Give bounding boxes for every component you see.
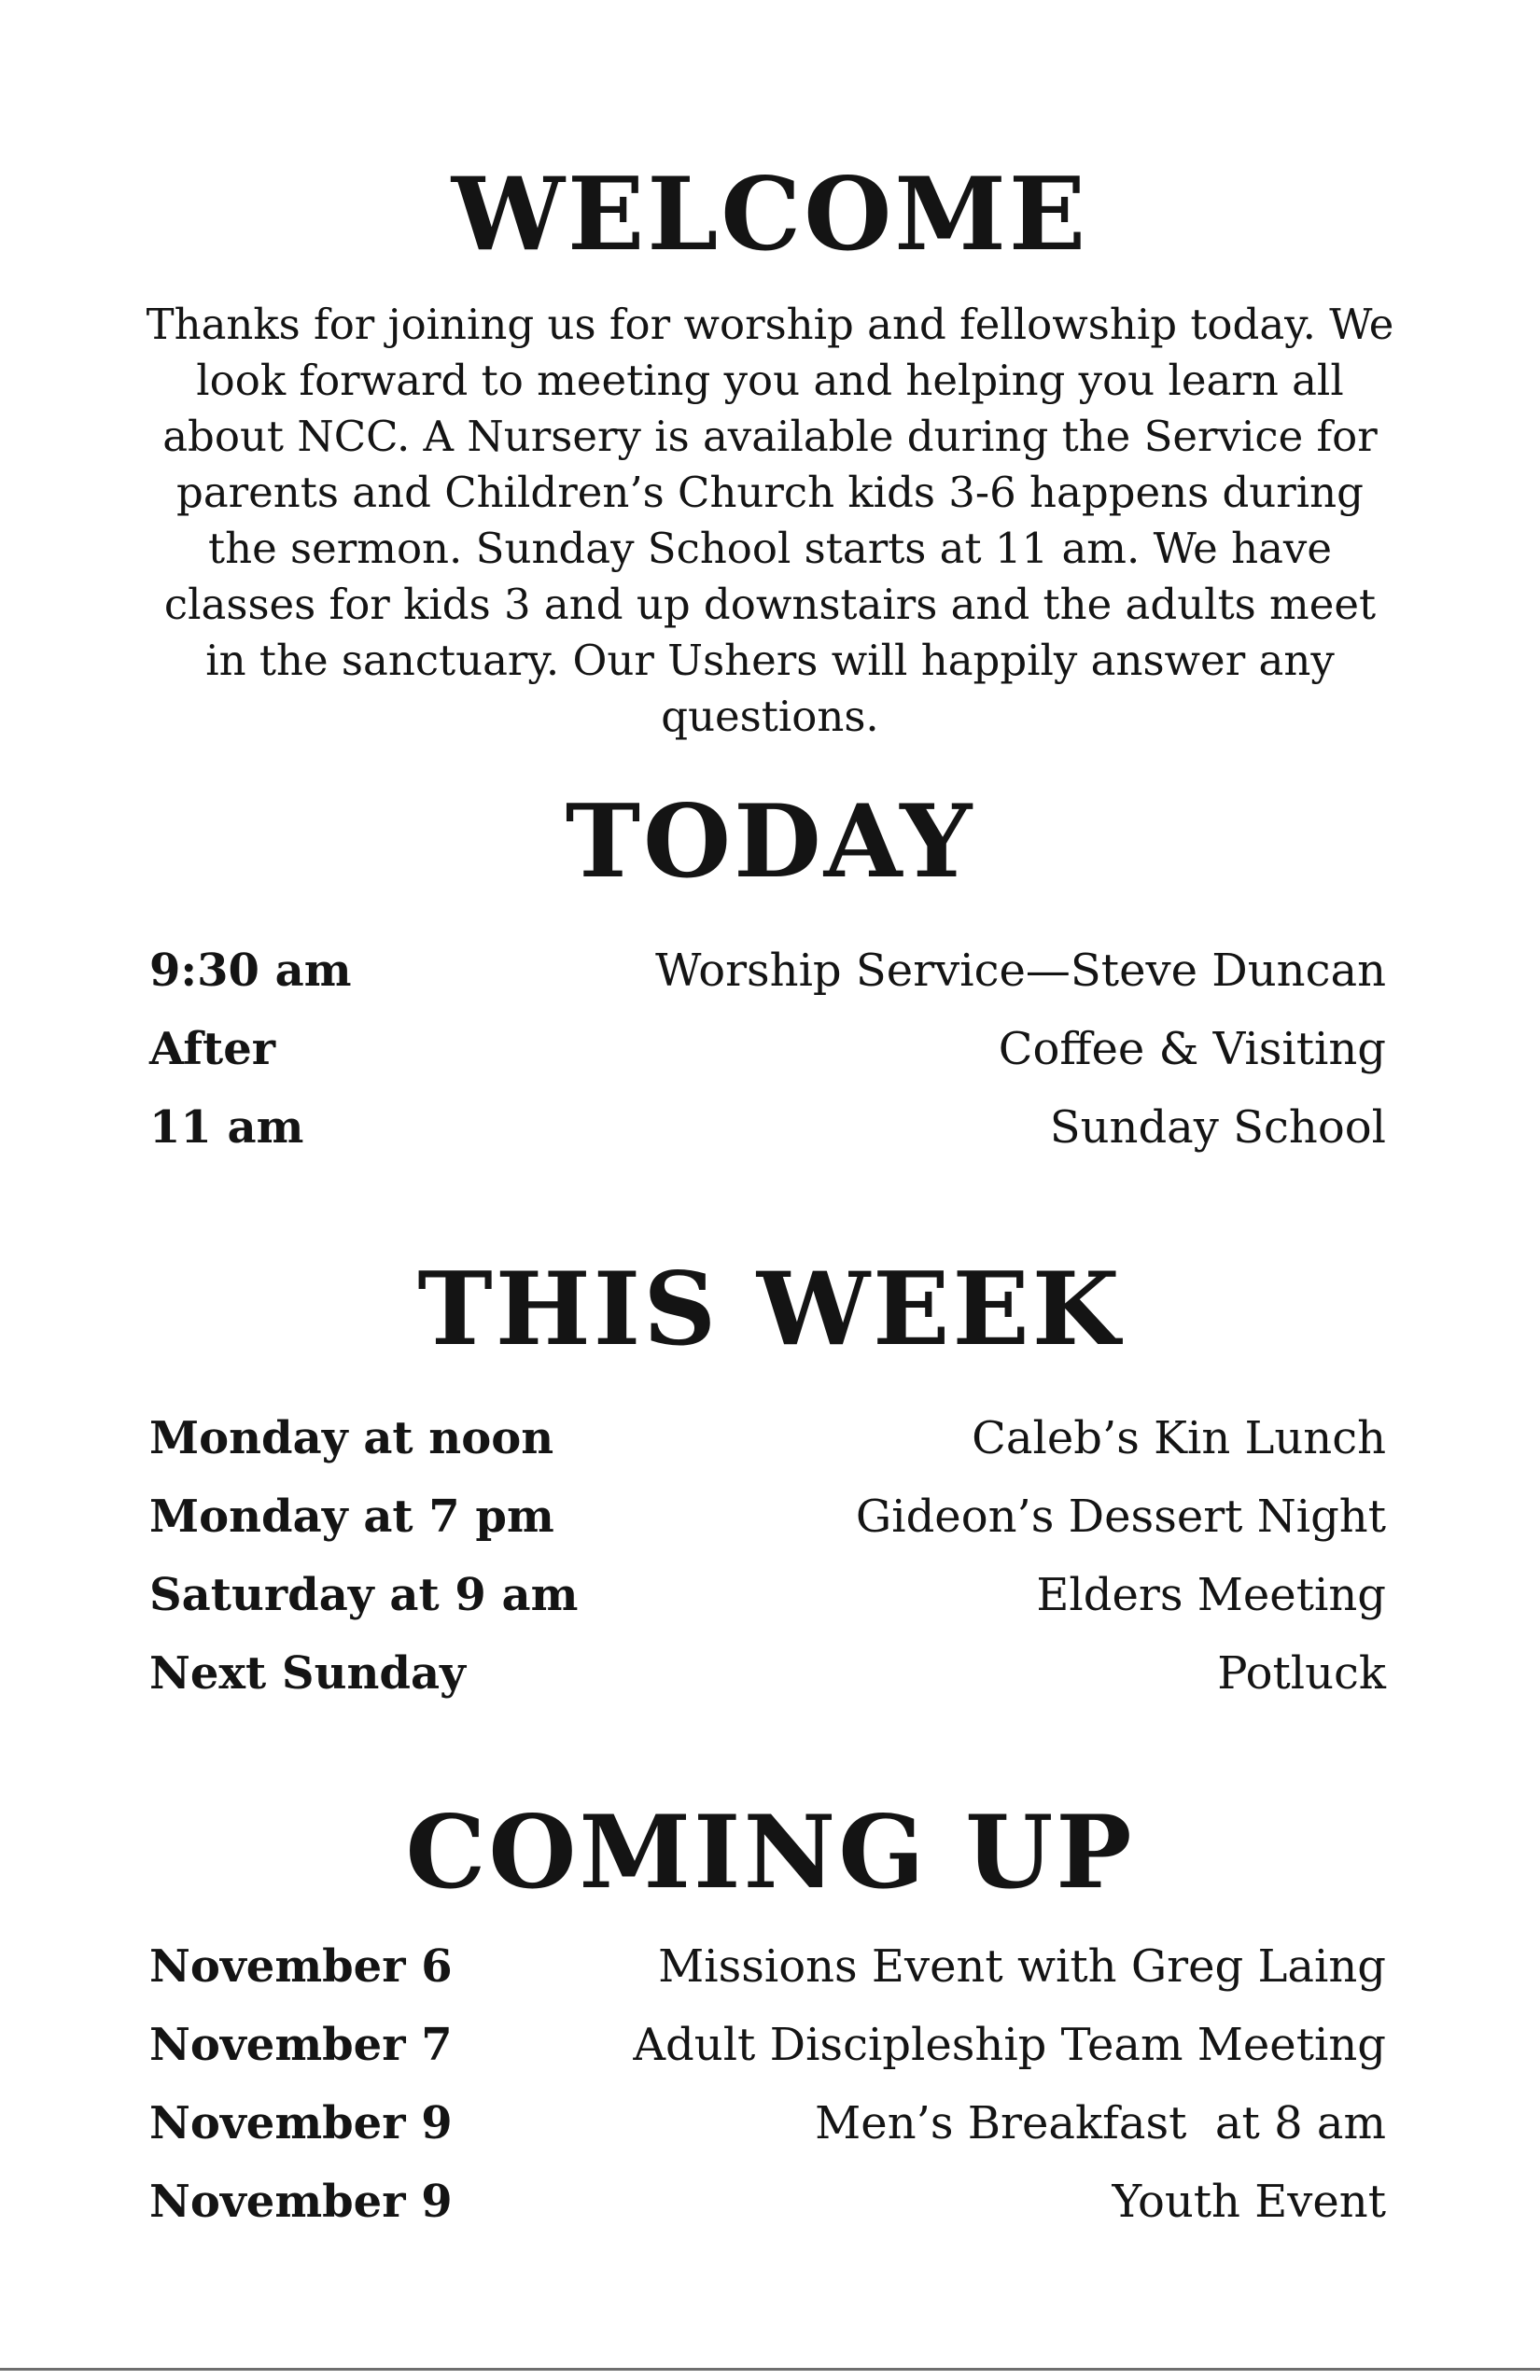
event-name: Youth Event bbox=[1112, 2176, 1386, 2228]
schedule-row bbox=[149, 1556, 1386, 1634]
schedule-row bbox=[149, 1477, 1386, 1556]
schedule-row bbox=[149, 2006, 1386, 2084]
schedule-row bbox=[149, 1010, 1386, 1088]
event-name: Gideon’s Dessert Night bbox=[855, 1491, 1386, 1543]
event-name: Adult Discipleship Team Meeting bbox=[633, 2019, 1386, 2071]
event-date: November 9 bbox=[149, 2097, 453, 2149]
event-name: Potluck bbox=[1217, 1647, 1386, 1700]
today-schedule bbox=[149, 931, 1386, 1167]
event-time: After bbox=[149, 1023, 276, 1075]
event-name: Men’s Breakfast at 8 am bbox=[815, 2097, 1386, 2149]
event-time: Next Sunday bbox=[149, 1647, 466, 1700]
this-week-schedule bbox=[149, 1399, 1386, 1713]
event-name: Coffee & Visiting bbox=[998, 1023, 1386, 1075]
this-week-heading: THIS WEEK bbox=[417, 1251, 1123, 1368]
schedule-row bbox=[149, 1088, 1386, 1167]
schedule-row bbox=[149, 1927, 1386, 2006]
event-date: November 6 bbox=[149, 1940, 453, 1993]
event-name: Worship Service—Steve Duncan bbox=[655, 945, 1386, 997]
event-time: 9:30 am bbox=[149, 945, 352, 997]
event-date: November 7 bbox=[149, 2019, 453, 2071]
event-name: Sunday School bbox=[1049, 1101, 1386, 1154]
event-name: Missions Event with Greg Laing bbox=[658, 1940, 1386, 1993]
event-name: Elders Meeting bbox=[1036, 1569, 1386, 1621]
schedule-row bbox=[149, 2084, 1386, 2163]
event-name: Caleb’s Kin Lunch bbox=[972, 1412, 1386, 1464]
event-time: Saturday at 9 am bbox=[149, 1569, 579, 1621]
today-heading: TODAY bbox=[565, 783, 975, 901]
coming-up-schedule bbox=[149, 1927, 1386, 2241]
page-bottom-rule bbox=[0, 2368, 1540, 2371]
event-time: Monday at noon bbox=[149, 1412, 554, 1464]
welcome-heading: WELCOME bbox=[451, 156, 1089, 273]
schedule-row bbox=[149, 931, 1386, 1010]
schedule-row bbox=[149, 2163, 1386, 2241]
event-time: Monday at 7 pm bbox=[149, 1491, 554, 1543]
schedule-row bbox=[149, 1634, 1386, 1713]
welcome-text: Thanks for joining us for worship and fellowship today. We look forward to meeting you and helping you learn all about NCC. A Nursery is available during the Service for parents and Children’s Church kids 3-6 happens during the sermon. Sunday School starts at 11 am. We have classes for kids 3 and up downstairs and the adults meet in the sanctuary. Our Ushers will happily answer any questions. bbox=[146, 300, 1394, 741]
schedule-row bbox=[149, 1399, 1386, 1477]
event-time: 11 am bbox=[149, 1101, 304, 1154]
event-date: November 9 bbox=[149, 2176, 453, 2228]
coming-up-heading: COMING UP bbox=[405, 1794, 1135, 1911]
